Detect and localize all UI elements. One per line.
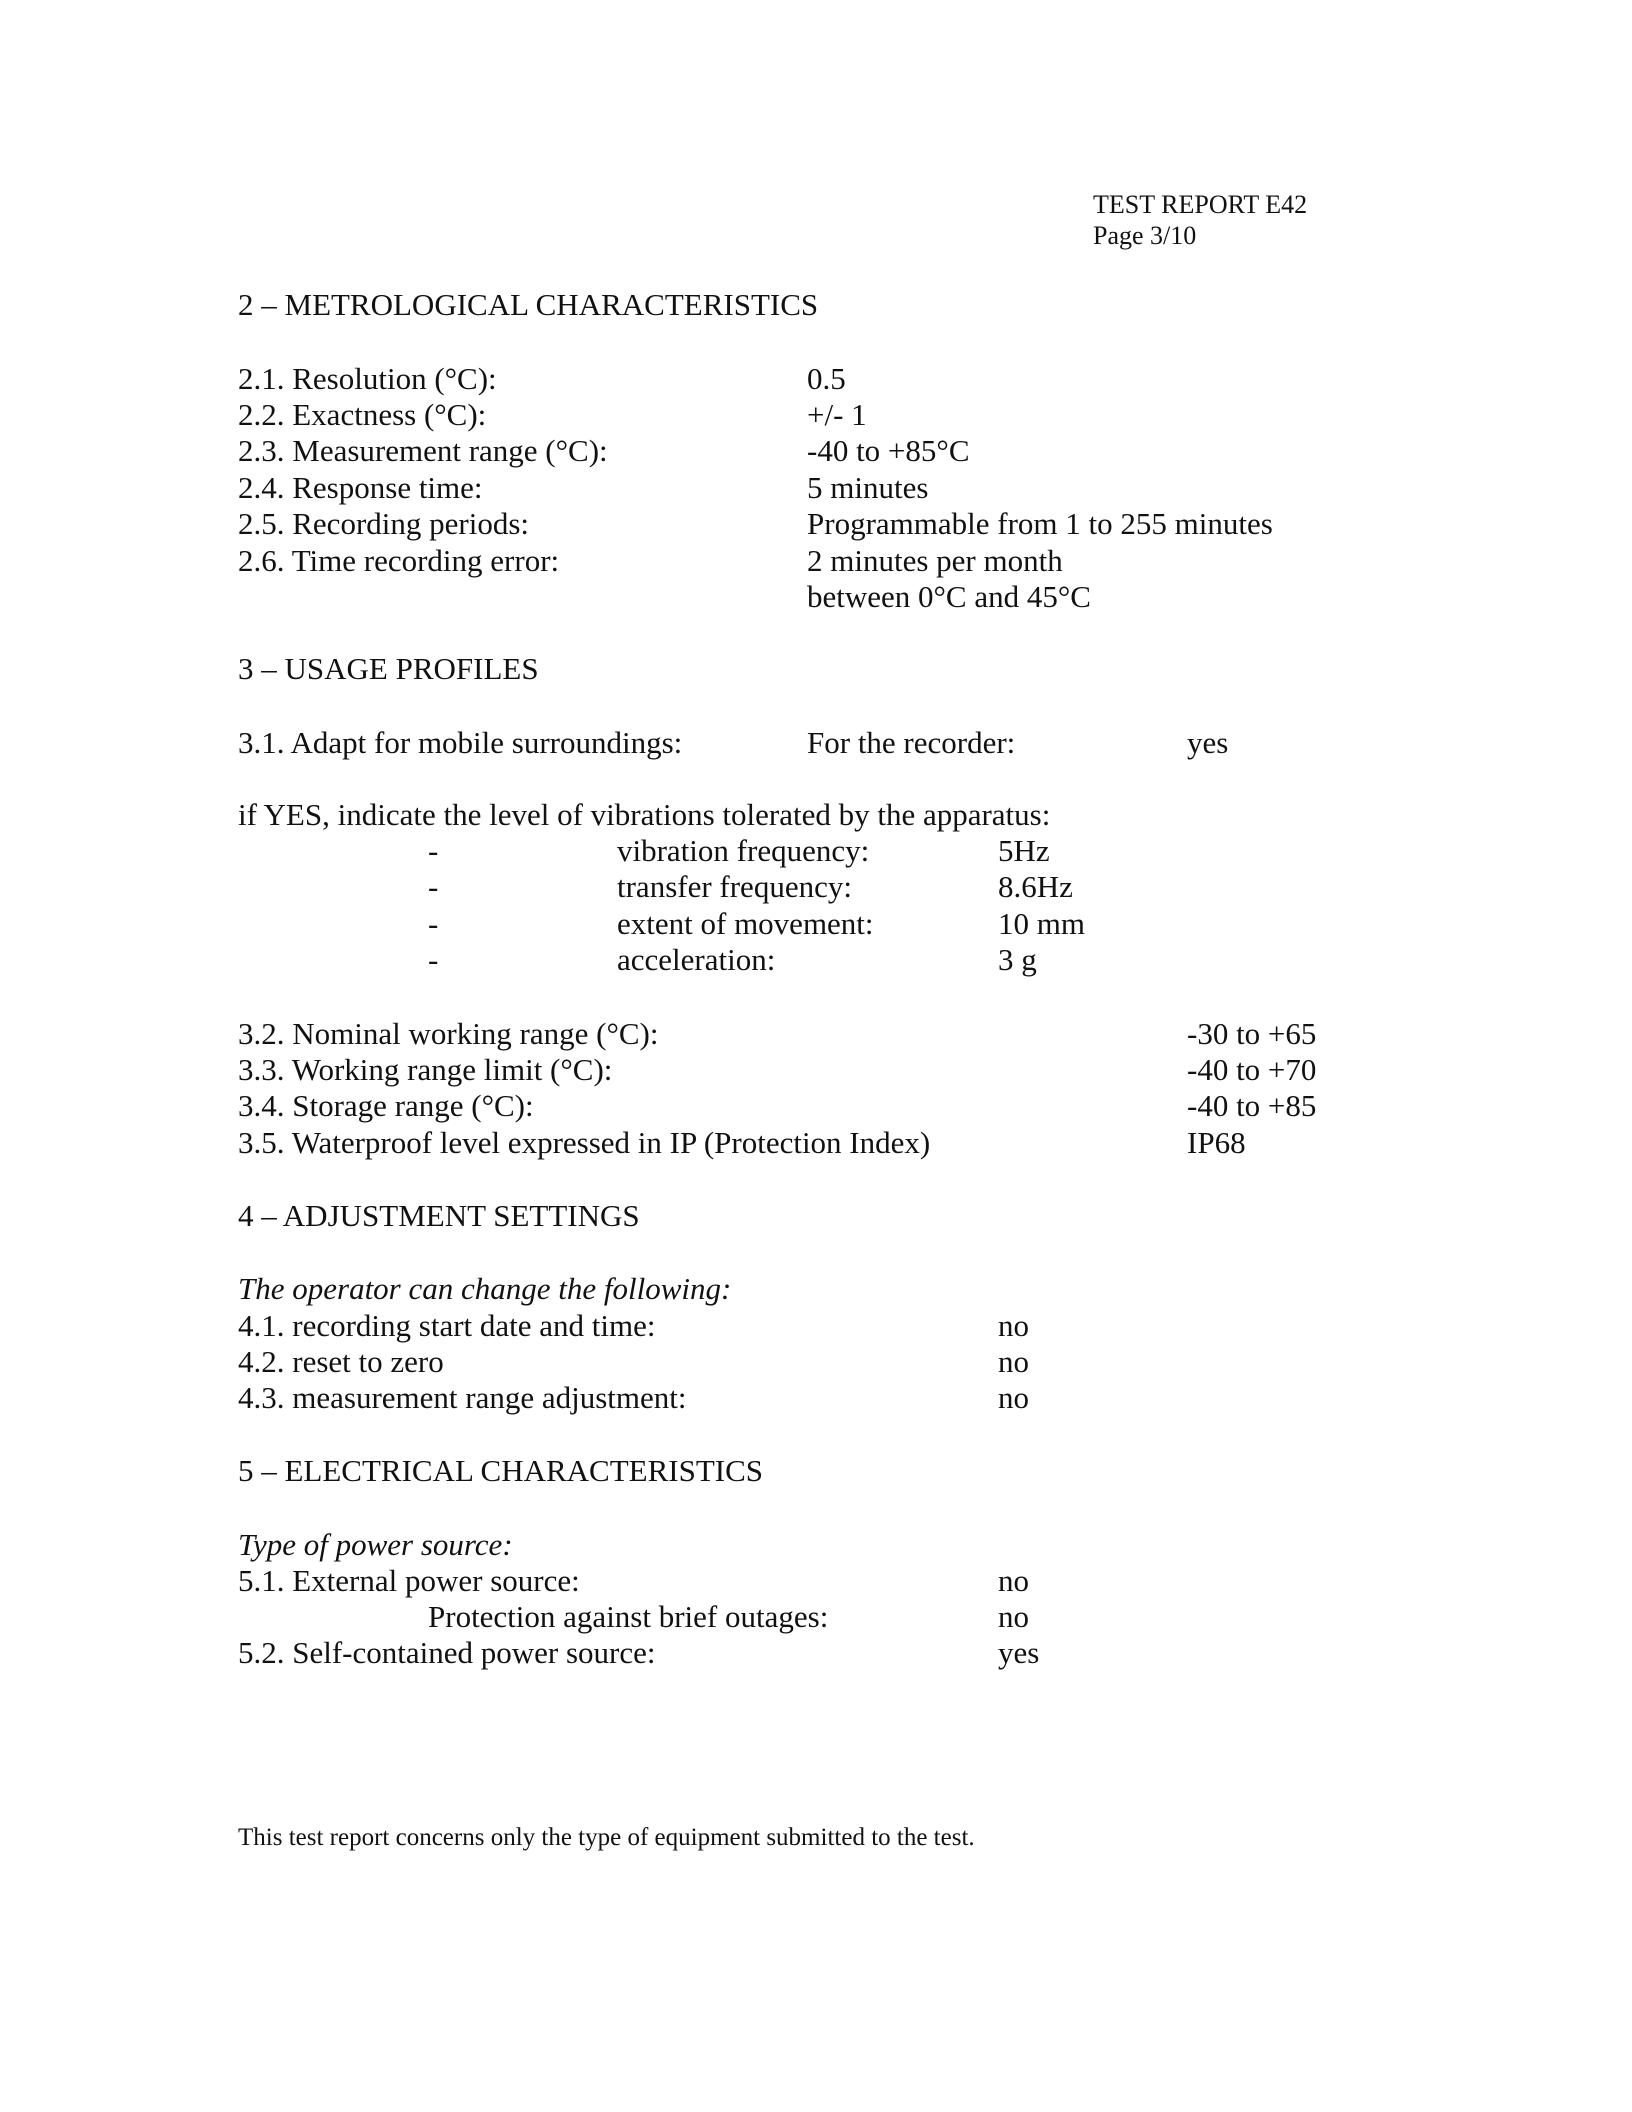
row-2-6-value-line2: between 0°C and 45°C — [807, 579, 1091, 614]
row-4-2-label: 4.2. reset to zero — [238, 1344, 444, 1379]
row-4-2-value: no — [998, 1344, 1029, 1379]
row-2-6-label: 2.6. Time recording error: — [238, 543, 560, 578]
row-5-1-label: 5.1. External power source: — [238, 1563, 580, 1598]
report-id: TEST REPORT E42 — [1093, 190, 1308, 219]
row-3-4-label: 3.4. Storage range (°C): — [238, 1088, 534, 1123]
row-4-1-value: no — [998, 1308, 1029, 1343]
row-2-4-value: 5 minutes — [807, 470, 929, 505]
row-3-1-label: 3.1. Adapt for mobile surroundings: — [238, 725, 683, 760]
row-2-3-value: -40 to +85°C — [807, 433, 970, 468]
row-5-2-label: 5.2. Self-contained power source: — [238, 1635, 656, 1670]
page-number: Page 3/10 — [1093, 221, 1197, 250]
row-3-3-value: -40 to +70 — [1187, 1052, 1317, 1087]
vibration-label: extent of movement: — [617, 906, 874, 941]
vibration-dash: - — [428, 942, 439, 977]
row-3-5-value: IP68 — [1187, 1125, 1246, 1160]
row-4-1-label: 4.1. recording start date and time: — [238, 1308, 656, 1343]
vibration-dash: - — [428, 833, 439, 868]
row-5-1-sub-label: Protection against brief outages: — [428, 1599, 829, 1634]
vibration-value: 3 g — [998, 942, 1037, 977]
row-2-5-value: Programmable from 1 to 255 minutes — [807, 506, 1273, 541]
row-3-1-sub: For the recorder: — [807, 725, 1016, 760]
row-5-1-value: no — [998, 1563, 1029, 1598]
row-2-4-label: 2.4. Response time: — [238, 470, 483, 505]
vibration-label: vibration frequency: — [617, 833, 870, 868]
vibration-value: 5Hz — [998, 833, 1050, 868]
section-2-title: 2 – METROLOGICAL CHARACTERISTICS — [238, 287, 819, 322]
footer-note: This test report concerns only the type of equipment submitted to the test. — [238, 1824, 975, 1851]
row-3-2-value: -30 to +65 — [1187, 1016, 1317, 1051]
row-2-3-label: 2.3. Measurement range (°C): — [238, 433, 608, 468]
row-5-2-value: yes — [998, 1635, 1040, 1670]
section-3-title: 3 – USAGE PROFILES — [238, 651, 539, 686]
section-5-title: 5 – ELECTRICAL CHARACTERISTICS — [238, 1453, 764, 1488]
vibration-value: 8.6Hz — [998, 869, 1073, 904]
row-4-3-label: 4.3. measurement range adjustment: — [238, 1380, 687, 1415]
section-5-intro: Type of power source: — [238, 1527, 513, 1562]
section-4-title: 4 – ADJUSTMENT SETTINGS — [238, 1198, 640, 1233]
vibration-dash: - — [428, 869, 439, 904]
vibration-intro: if YES, indicate the level of vibrations tolerated by the apparatus: — [238, 797, 1051, 832]
row-2-2-value: +/- 1 — [807, 397, 867, 432]
row-4-3-value: no — [998, 1380, 1029, 1415]
row-2-1-value: 0.5 — [807, 361, 846, 396]
vibration-dash: - — [428, 906, 439, 941]
vibration-value: 10 mm — [998, 906, 1085, 941]
row-3-1-value: yes — [1187, 725, 1229, 760]
row-2-5-label: 2.5. Recording periods: — [238, 506, 530, 541]
vibration-label: transfer frequency: — [617, 869, 852, 904]
vibration-label: acceleration: — [617, 942, 776, 977]
section-4-intro: The operator can change the following: — [238, 1271, 732, 1306]
row-2-2-label: 2.2. Exactness (°C): — [238, 397, 487, 432]
row-3-4-value: -40 to +85 — [1187, 1088, 1317, 1123]
row-3-5-label: 3.5. Waterproof level expressed in IP (Protection Index) — [238, 1125, 931, 1160]
row-3-3-label: 3.3. Working range limit (°C): — [238, 1052, 613, 1087]
row-3-2-label: 3.2. Nominal working range (°C): — [238, 1016, 659, 1051]
row-2-1-label: 2.1. Resolution (°C): — [238, 361, 497, 396]
row-2-6-value: 2 minutes per month — [807, 543, 1063, 578]
row-5-1-sub-value: no — [998, 1599, 1029, 1634]
